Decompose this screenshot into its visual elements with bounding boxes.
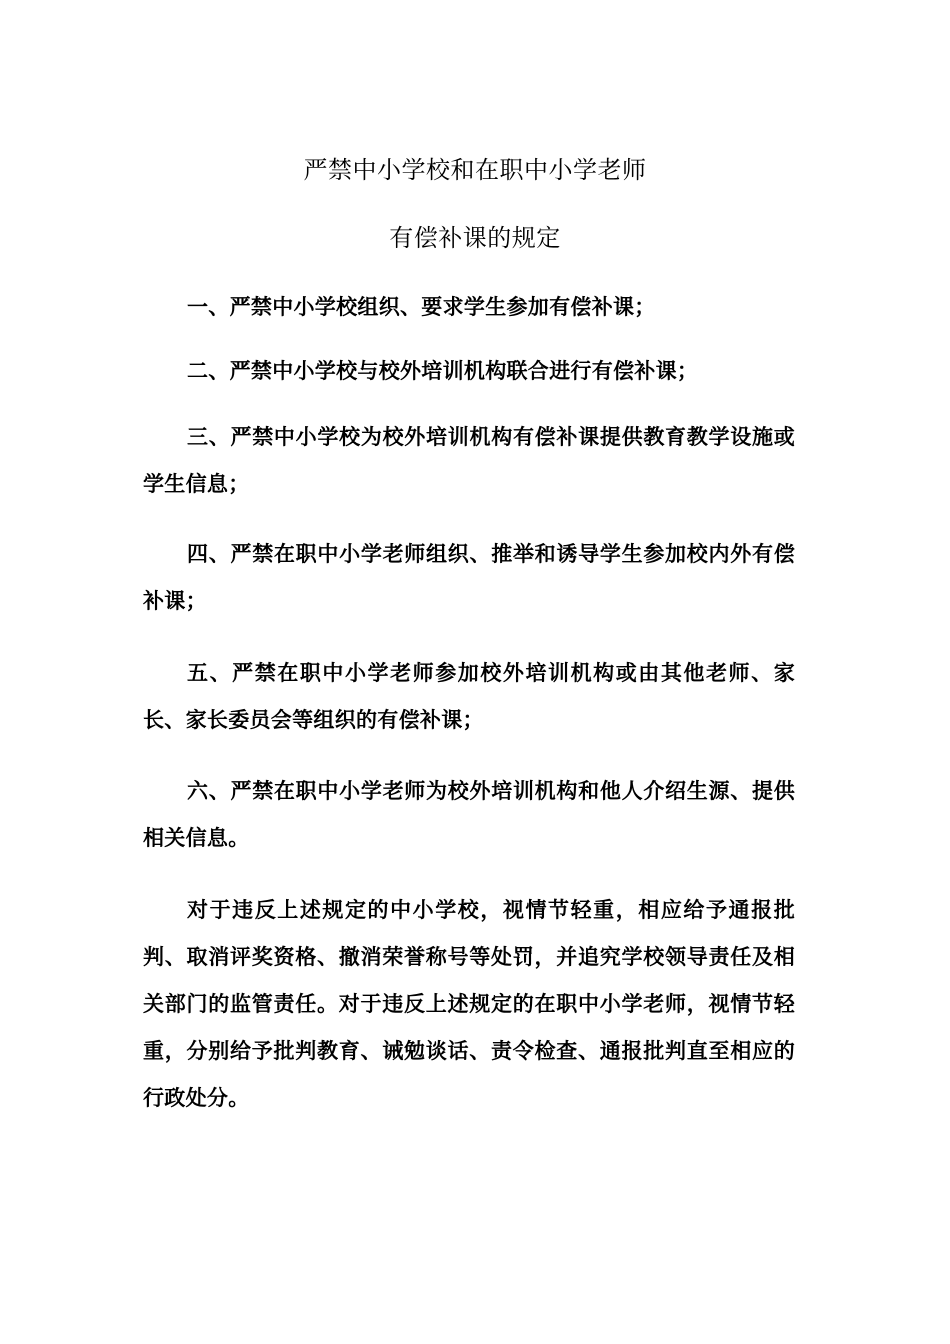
paragraph-rule-1: 一、严禁中小学校组织、要求学生参加有偿补课； <box>187 295 656 319</box>
paragraph-rule-5: 五、严禁在职中小学老师参加校外培训机构或由其他老师、家长、家长委员会等组织的有偿补课； <box>143 661 795 732</box>
paragraph-rule-2: 二、严禁中小学校与校外培训机构联合进行有偿补课； <box>187 359 699 383</box>
paragraph-rule-6: 六、严禁在职中小学老师为校外培训机构和他人介绍生源、提供相关信息。 <box>143 779 795 850</box>
document-title-line-2: 有偿补课的规定 <box>389 224 561 252</box>
paragraph-rule-4: 四、严禁在职中小学老师组织、推举和诱导学生参加校内外有偿补课； <box>143 542 795 613</box>
paragraph-rule-3: 三、严禁中小学校为校外培训机构有偿补课提供教育教学设施或学生信息； <box>143 425 795 496</box>
document-title-line-1: 严禁中小学校和在职中小学老师 <box>303 156 647 184</box>
paragraph-penalties: 对于违反上述规定的中小学校，视情节轻重，相应给予通报批判、取消评奖资格、撤消荣誉称号等处罚，并追究学校领导责任及相关部门的监管责任。对于违反上述规定的在职中小学老师，视情节轻重，分别给予批判教育、诫勉谈话、责令检查、通报批判直至相应的行政处分。 <box>143 898 795 1110</box>
